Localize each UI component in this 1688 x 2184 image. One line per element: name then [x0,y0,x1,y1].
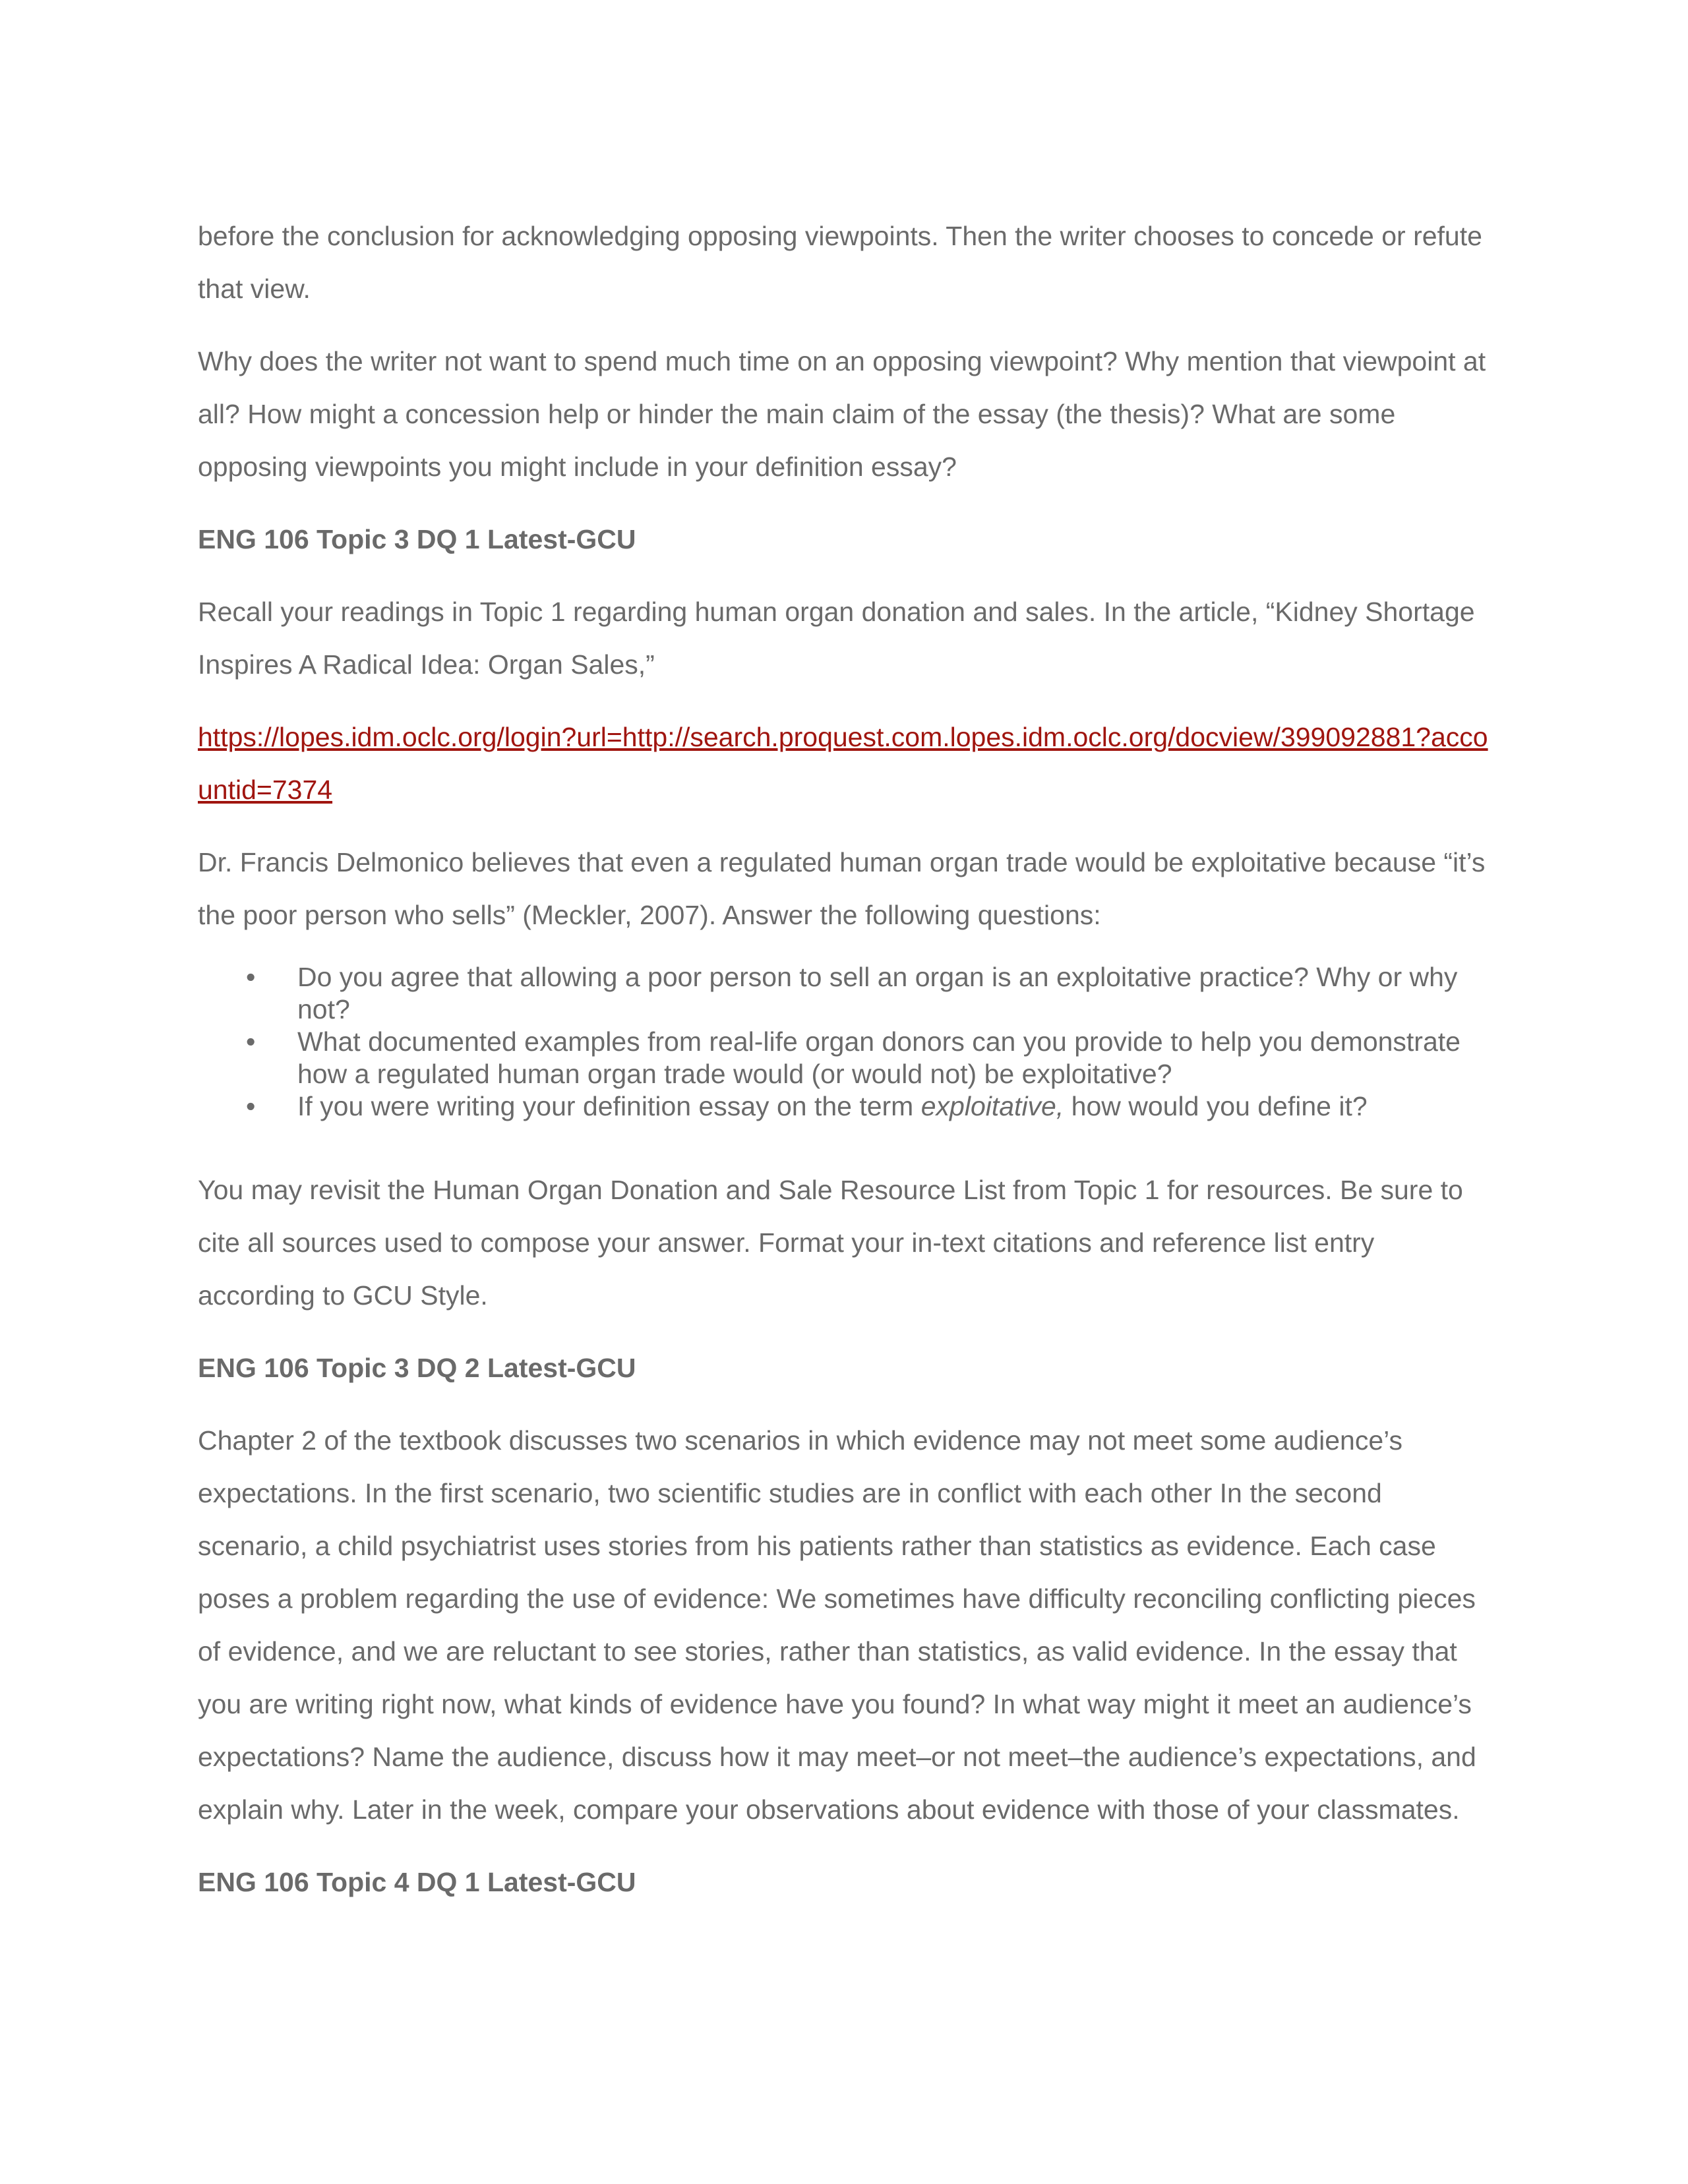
list-item [246,1090,1492,1123]
paragraph-resource-list: You may revisit the Human Organ Donation and Sale Resource List from Topic 1 for resources. Be sure to cite all sources used to compose your answer. Format your in-text citations and reference list entry according to GCU Style. [198,1175,1463,1311]
paragraph-delmonico: Dr. Francis Delmonico believes that even a regulated human organ trade would be exploitative because “it’s the poor person who sells” (Meckler, 2007). Answer the following questions: [198,847,1486,930]
paragraph-organ-readings: Recall your readings in Topic 1 regarding human organ donation and sales. In the article, “Kidney Shortage Inspires A Radical Idea: Organ Sales,” [198,597,1475,680]
question-list [198,961,1492,1123]
term-exploitative: exploitative, [920,1091,1064,1121]
bullet-icon: • [246,962,256,992]
article-link-paragraph [198,711,1492,816]
paragraph-opposing-viewpoints-questions: Why does the writer not want to spend much time on an opposing viewpoint? Why mention that viewpoint at all? How might a concession help or hinder the main claim of the essay (the thesis)? What are some opposing viewpoints you might include in your definition essay? [198,346,1486,482]
paragraph-opposing-viewpoints-intro: before the conclusion for acknowledging opposing viewpoints. Then the writer chooses to concede or refute that view. [198,221,1482,304]
list-item-text: Do you agree that allowing a poor person to sell an organ is an exploitative practice? Why or why not? [297,962,1458,1024]
list-item-text-after: how would you define it? [1064,1091,1368,1121]
article-link[interactable]: https://lopes.idm.oclc.org/login?url=http://search.proquest.com.lopes.idm.oclc.org/docview/399092881?accountid=7374 [198,722,1488,805]
list-item-text-before: If you were writing your definition essay on the term [297,1091,921,1121]
bullet-icon: • [246,1091,256,1121]
heading-topic3-dq2: ENG 106 Topic 3 DQ 2 Latest-GCU [198,1353,636,1383]
heading-topic3-dq1: ENG 106 Topic 3 DQ 1 Latest-GCU [198,524,636,554]
list-item-text: What documented examples from real-life organ donors can you provide to help you demonstrate how a regulated human organ trade would (or would not) be exploitative? [297,1026,1461,1089]
heading-topic4-dq1: ENG 106 Topic 4 DQ 1 Latest-GCU [198,1867,636,1897]
list-item [246,961,1492,1026]
document-page [198,210,1492,1928]
list-item [246,1026,1492,1090]
paragraph-evidence-scenarios: Chapter 2 of the textbook discusses two scenarios in which evidence may not meet some audience’s expectations. In the first scenario, two scientific studies are in conflict with each other In the second scenario, a child psychiatrist uses stories from his patients rather than statistics as evidence. Each case poses a problem regarding the use of evidence: We sometimes have difficulty reconciling conflicting pieces of evidence, and we are reluctant to see stories, rather than statistics, as valid evidence. In the essay that you are writing right now, what kinds of evidence have you found? In what way might it meet an audience’s expectations? Name the audience, discuss how it may meet–or not meet–the audience’s expectations, and explain why. Later in the week, compare your observations about evidence with those of your classmates. [198,1425,1476,1825]
bullet-icon: • [246,1026,256,1057]
